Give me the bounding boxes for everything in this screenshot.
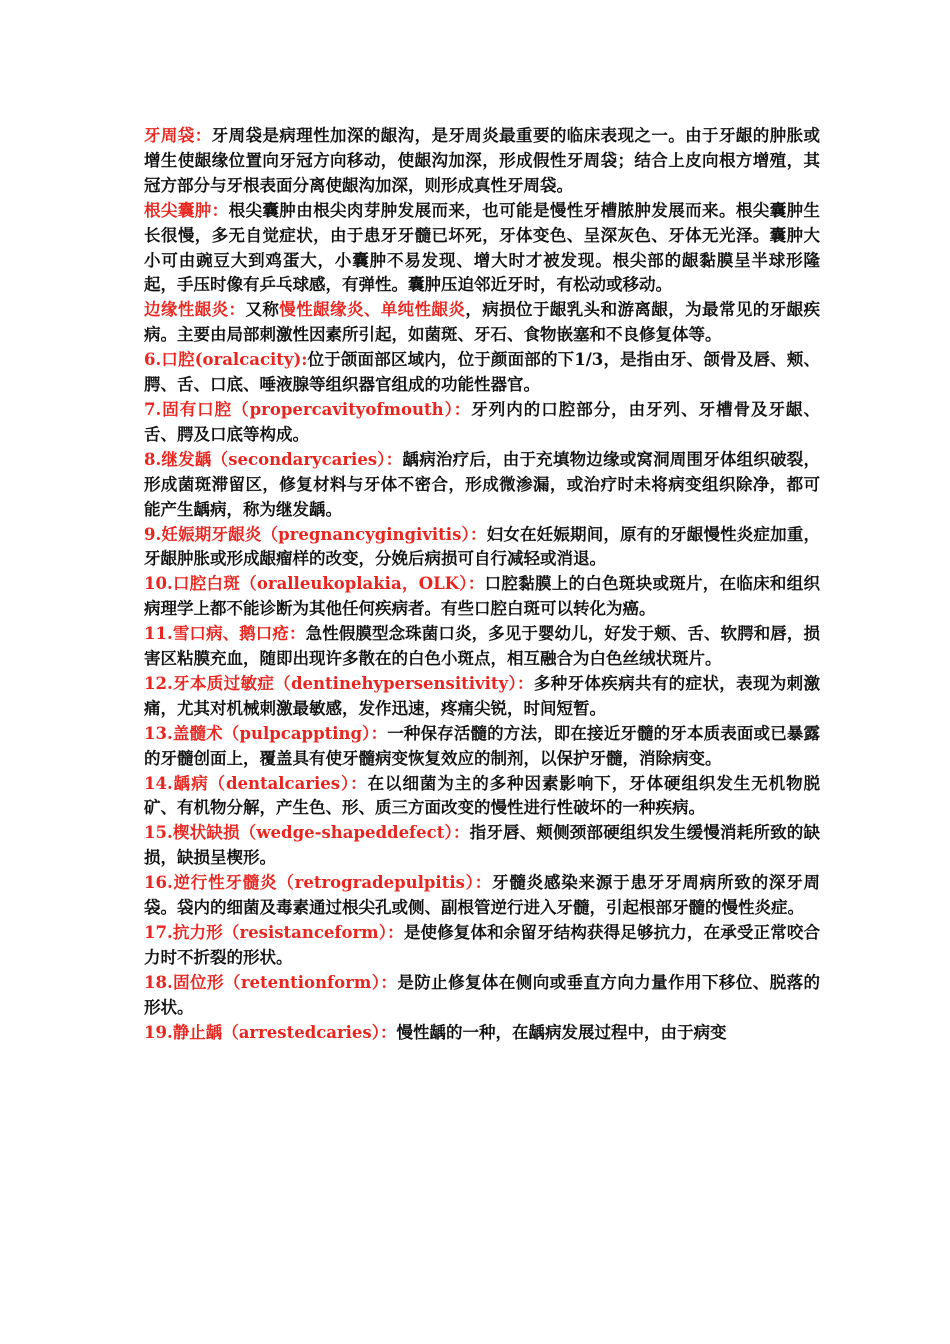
entry-retrograde-pulpitis (144, 871, 820, 921)
entry-text: 牙髓炎感染来源于患牙牙周病所致的深牙周袋。袋内的细菌及毒素通过根尖孔或侧、副根管逆行进入牙髓，引起根部牙髓的慢性炎症。 (144, 873, 820, 918)
entry-text: 根尖囊肿由根尖肉芽肿发展而来，也可能是慢性牙槽脓肿发展而来。根尖囊肿生长很慢，多无自觉症状，由于患牙牙髓已坏死，牙体变色、呈深灰色、牙体无光泽。囊肿大小可由豌豆大到鸡蛋大，小囊肿不易发现、增大时才被发现。根尖部的龈黏膜呈半球形隆起，手压时像有乒乓球感，有弹性。囊肿压迫邻近牙时，有松动或移动。 (144, 200, 821, 295)
entry-text-prefix: 又称 (245, 300, 280, 320)
entry-term: 7.固有口腔（propercavityofmouth）： (144, 399, 472, 419)
entry-wedge-shaped-defect (144, 821, 820, 871)
entry-term: 18.固位形（retentionform）： (144, 972, 398, 992)
entry-term: 15.楔状缺损（wedge-shapeddefect）： (144, 823, 470, 843)
entry-radicular-cyst (144, 199, 820, 299)
entry-text: ，病损位于龈乳头和游离龈，为最常见的牙龈疾病。主要由局部刺激性因素所引起，如菌斑、牙石、食物嵌塞和不良修复体等。 (144, 300, 821, 345)
entry-term: 17.抗力形（resistanceform）： (144, 923, 404, 942)
entry-text: 位于颌面部区域内，位于颜面部的下1/3，是指由牙、颌骨及唇、颊、腭、舌、口底、唾液腺等组织器官组成的功能性器官。 (144, 350, 820, 395)
entry-text: 是使修复体和余留牙结构获得足够抗力，在承受正常咬合力时不折裂的形状。 (144, 923, 820, 967)
entry-pregnancy-gingivitis (144, 523, 820, 573)
entry-term: 12.牙本质过敏症（dentinehypersensitivity）： (144, 673, 534, 693)
entry-text: 妇女在妊娠期间，原有的牙龈慢性炎症加重，牙龈肿胀或形成龈瘤样的改变，分娩后病损可自行减轻或消退。 (144, 524, 821, 569)
entry-term: 边缘性龈炎： (144, 300, 246, 320)
entry-text: 急性假膜型念珠菌口炎，多见于婴幼儿，好发于颊、舌、软腭和唇，损害区粘膜充血，随即出现许多散在的白色小斑点，相互融合为白色丝绒状斑片。 (144, 624, 821, 669)
entry-resistance-form (144, 921, 820, 971)
entry-text: 多种牙体疾病共有的症状，表现为刺激痛，尤其对机械刺激最敏感，发作迅速，疼痛尖锐，时间短暂。 (144, 673, 820, 718)
entry-proper-cavity (144, 398, 820, 448)
entry-text: 指牙唇、颊侧颈部硬组织发生缓慢消耗所致的缺损，缺损呈楔形。 (144, 823, 820, 868)
entry-term: 牙周袋： (144, 126, 212, 145)
entry-marginal-gingivitis (144, 298, 820, 348)
entry-text: 一种保存活髓的方法，即在接近牙髓的牙本质表面或已暴露的牙髓创面上，覆盖具有使牙髓病变恢复效应的制剂，以保护牙髓，消除病变。 (144, 723, 820, 768)
entry-text: 是防止修复体在侧向或垂直方向力量作用下移位、脱落的形状。 (144, 972, 820, 1017)
entry-retention-form (144, 971, 820, 1021)
entry-term: 11.雪口病、鹅口疮： (144, 624, 306, 644)
entry-text: 牙周袋是病理性加深的龈沟，是牙周炎最重要的临床表现之一。由于牙龈的肿胀或增生使龈缘位置向牙冠方向移动，使龈沟加深，形成假性牙周袋；结合上皮向根方增殖，其冠方部分与牙根表面分离使龈沟加深，则形成真性牙周袋。 (144, 126, 821, 195)
entry-term: 16.逆行性牙髓炎（retrogradepulpitis）： (144, 873, 493, 893)
entry-pulp-capping (144, 722, 820, 772)
entry-dentine-hypersensitivity (144, 672, 820, 722)
document-body (144, 124, 820, 1046)
entry-term: 8.继发龋（secondarycaries）： (144, 449, 403, 469)
entry-secondary-caries (144, 448, 820, 523)
entry-text: 牙列内的口腔部分，由牙列、牙槽骨及牙龈、舌、腭及口底等构成。 (144, 399, 820, 444)
entry-term: 9.妊娠期牙龈炎（pregnancygingivitis）： (144, 524, 487, 544)
entry-thrush (144, 622, 820, 672)
entry-term: 19.静止龋（arrestedcaries）： (144, 1022, 397, 1042)
entry-text: 在以细菌为主的多种因素影响下，牙体硬组织发生无机物脱矿、有机物分解，产生色、形、质三方面改变的慢性进行性破坏的一种疾病。 (144, 773, 820, 818)
entry-arrested-caries (144, 1021, 820, 1046)
entry-term: 14.龋病（dentalcaries）： (144, 773, 368, 793)
entry-dental-caries (144, 772, 820, 822)
entry-term: 13.盖髓术（pulpcappting）： (144, 723, 388, 743)
entry-term: 6.口腔(oralcacity): (144, 350, 308, 370)
entry-term: 10.口腔白斑（oralleukoplakia，OLK）： (144, 574, 485, 594)
entry-oral-cavity (144, 348, 820, 398)
entry-text: 口腔黏膜上的白色斑块或斑片，在临床和组织病理学上都不能诊断为其他任何疾病者。有些口腔白斑可以转化为癌。 (144, 574, 820, 619)
entry-term: 根尖囊肿： (144, 200, 229, 220)
entry-periodontal-pocket (144, 124, 820, 199)
entry-text: 龋病治疗后，由于充填物边缘或窝洞周围牙体组织破裂，形成菌斑滞留区，修复材料与牙体不密合，形成微渗漏，或治疗时未将病变组织除净，都可能产生龋病，称为继发龋。 (144, 449, 820, 519)
entry-term-synonyms: 慢性龈缘炎、单纯性龈炎 (279, 300, 466, 320)
entry-text: 慢性龋的一种，在龋病发展过程中，由于病变 (396, 1022, 727, 1042)
entry-oral-leukoplakia (144, 572, 820, 622)
